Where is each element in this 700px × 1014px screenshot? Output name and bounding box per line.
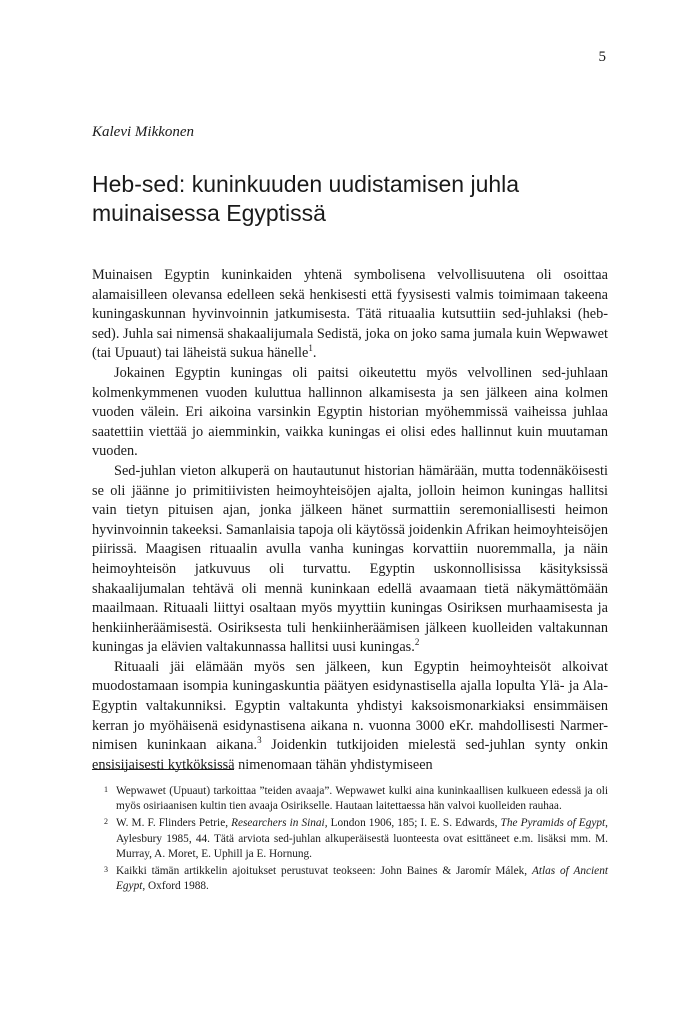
footnote-number: 1	[104, 785, 108, 794]
footnote-ref[interactable]: 1	[308, 343, 313, 354]
paragraph-tail: Joidenkin tutkijoiden mielestä sed-juhlan synty onkin ensisijaisesti kytköksissä nimenomaan tähän yhdistymiseen	[92, 737, 609, 773]
author-name: Kalevi Mikkonen	[92, 124, 195, 140]
paragraph-tail: .	[312, 345, 317, 362]
footnote-title-text: Atlas of Ancient Egypt	[116, 865, 608, 893]
paragraph	[92, 658, 608, 776]
footnote-divider	[92, 769, 234, 770]
paragraph-text: Jokainen Egyptin kuningas oli paitsi oikeutettu myös velvollinen sed-juhlaan kolmenkymmenen vuoden kuluttua hallinnon alkamisesta ja sen jälkeen aina kolmen vuoden välein. Eri aikoina varsinkin Egyptin historian myöhemmissä vaiheissa juhlaa saatettiin viettää jo aiemminkin, vaikka kuningas ei olisi edes hallinnut kuin muutaman vuoden.	[92, 364, 608, 460]
footnote-title-text: The Pyramids of Egypt	[500, 817, 606, 830]
footnote-number: 3	[104, 865, 108, 875]
footnote-text: London 1906, 185; I. E. S. Edwards,	[327, 817, 501, 830]
article-title: Heb-sed: kuninkuuden uudistamisen juhla muinaisessa Egyptissä	[92, 171, 520, 226]
footnotes	[92, 784, 608, 896]
paragraph-text: Rituaali jäi elämään myös sen jälkeen, kun Egyptin heimoyhteisöt alkoivat muodostamaan isompia kuningaskuntia päätyen esidynastisella ajalla lopulta Ylä- ja Ala-Egyptin valtakunniksi. Egyptin valtakunta yhdistyi kaksoismonarkiaksi ensimmäisen kerran jo myöhäisenä esidynastisena aikana n. vuonna 3000 eKr. mahdollisesti Narmer-nimisen kuninkaan aikana.	[92, 658, 608, 754]
footnote-title-text: Researchers in Sinai,	[231, 817, 328, 830]
footnote-text: W. M. F. Flinders Petrie,	[116, 817, 232, 830]
footnote-text: Wepwawet (Upuaut) tarkoittaa ”teiden avaaja”. Wepwawet kulki aina kuninkaallisen kulkueen edessä ja oli myös osiriaanisen kultin tien avaaja Osirikselle. Hautaan laitettaessa hän valvoi kuolleiden rauhaa.	[116, 785, 608, 813]
paragraph	[92, 266, 608, 364]
footnote-text: , Aylesbury 1985, 44. Tätä arviota sed-juhlan alkuperäisestä luonteesta ovat esittäneet e.m. lisäksi mm. M. Murray, A. Moret, E. Uphill ja E. Hornung.	[116, 817, 608, 860]
footnote-ref[interactable]: 3	[257, 735, 262, 746]
footnote	[92, 816, 608, 862]
paragraph-text: Muinaisen Egyptin kuninkaiden yhtenä symbolisena velvollisuutena oli osoittaa alamaisilleen olevansa edelleen sekä henkisesti että fyysisesti valmis toimimaan takeena kuningaskunnan hyvinvoinnin jatkumisesta. Tätä rituaalia kutsuttiin sed-juhlaksi (heb-sed). Juhla sai nimensä shakaalijumala Sedistä, joka on joko sama jumala kuin Wepwawet (tai Upuaut) tai läheistä sukua hänelle	[92, 267, 608, 362]
footnote	[92, 864, 608, 894]
footnote-text: , Oxford 1988.	[142, 880, 209, 893]
footnote	[92, 784, 608, 814]
page-number: 5	[598, 49, 606, 65]
paragraph	[92, 364, 608, 462]
footnote-ref[interactable]: 2	[414, 637, 420, 648]
paragraph-text: Sed-juhlan vieton alkuperä on hautautunut historian hämärään, mutta todennäköisesti se oli jäänne jo primitiivisten heimoyhteisöjen ajalta, jolloin heimon kuningas hallitsi vain tietyn pituisen ajan, jonka jälkeen hänet surmattiin seremoniallisesti heimon hyvinvoinnin takeeksi. Samanlaisia tapoja oli käytössä joidenkin Afrikan heimoyhteisöjen piirissä. Maagisen rituaalin avulla vanha kuningas korvattiin nuoremmalla, ja näin heimoyhteisön jatkuvuus oli turvattu. Egyptin uskonnollisissa käsityksissä shakaalijumalan tehtävä oli mennä kuninkaan edellä avaamaan tietä näkymättömään maailmaan. Rituaali liittyi osaltaan myös myyttiin kuningas Osiriksen murhaamisesta ja henkiinheräämisestä. Osiriksesta tuli henkiinheräämisen jälkeen kuolleiden valtakunnan kuningas ja elävien valtakunnassa hallitsi uusi kuningas.	[92, 462, 608, 656]
article-body	[92, 266, 608, 775]
footnote-number: 2	[104, 817, 108, 827]
footnote-text: Kaikki tämän artikkelin ajoitukset perustuvat teokseen: John Baines & Jaromír Málek,	[116, 865, 532, 878]
paragraph	[92, 462, 608, 658]
